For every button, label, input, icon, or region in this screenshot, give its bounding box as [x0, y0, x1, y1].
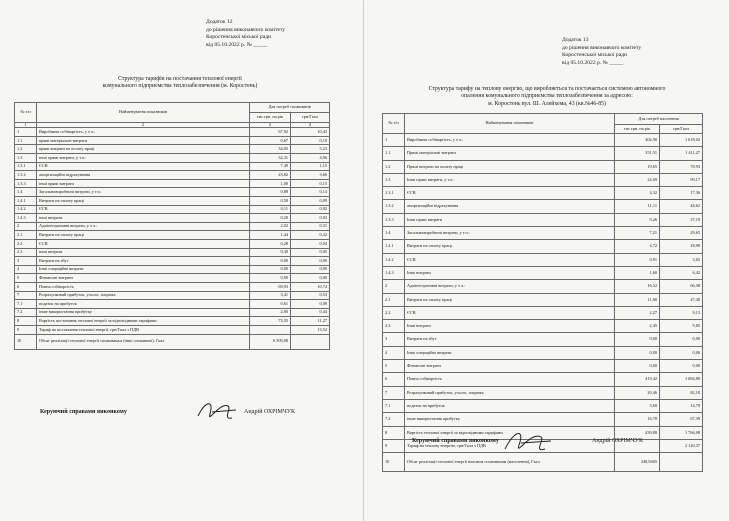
row-name: Виробнича собівартість, у т.ч.:: [37, 128, 250, 137]
row-number: 1: [383, 134, 405, 147]
table-row: [383, 399, 703, 412]
header-line: Додаток 12: [206, 19, 233, 25]
table-row: [383, 373, 703, 386]
table-row: [15, 214, 330, 223]
row-per-gcal-value: 0,00: [291, 274, 330, 283]
row-per-gcal-value: 99,17: [660, 173, 703, 186]
row-annual-value: 0,30: [250, 248, 291, 257]
row-annual-value: 73,35: [250, 317, 291, 326]
col-header-annual: тис.грн. на рік: [615, 125, 660, 134]
row-annual-value: 0,11: [250, 205, 291, 214]
table-row: [383, 240, 703, 253]
table-row: [15, 197, 330, 206]
row-name: Інші витрати: [405, 320, 615, 333]
left-table-body: [15, 128, 330, 349]
row-number: 7.1: [383, 399, 405, 412]
row-number: 1.1: [383, 147, 405, 160]
row-annual-value: 11,11: [615, 200, 660, 213]
row-name: Інші прямі витрати, у т.ч.:: [405, 173, 615, 186]
row-name: інші витрати: [37, 214, 250, 223]
row-name: інші витрати: [37, 248, 250, 257]
row-number: 1: [15, 128, 37, 137]
table-row: [15, 205, 330, 214]
row-name: ЄСВ: [37, 205, 250, 214]
index-cell: 3: [250, 123, 291, 128]
row-number: 1.3.1: [15, 162, 37, 171]
row-per-gcal-value: 0,53: [291, 291, 330, 300]
row-per-gcal-value: 0,31: [291, 222, 330, 231]
table-row: [383, 200, 703, 213]
row-annual-value: 0,67: [250, 136, 291, 145]
row-annual-value: 2,27: [615, 306, 660, 319]
row-name: прямі матеріальні витрати: [37, 136, 250, 145]
header-line: Коростенської міської ради: [206, 34, 272, 41]
row-number: 1.3: [15, 154, 37, 163]
right-signature-scribble: [499, 427, 557, 459]
title-line: м. Коростень вул. Ш. Алейхема, 43 (кв.№46-85): [488, 100, 606, 107]
row-number: 9: [15, 325, 37, 334]
row-number: 1.3.2: [383, 200, 405, 213]
row-name: Адміністративні витрати, у т.ч.:: [405, 280, 615, 293]
row-name: Прямі витрати на оплату праці: [405, 160, 615, 173]
row-annual-value: 419,42: [615, 373, 660, 386]
row-name: Витрати на збут: [405, 333, 615, 346]
row-name: Витрати на оплату праці: [37, 231, 250, 240]
signature-role-text: Керуючий справами виконкому: [412, 438, 499, 444]
row-annual-value: 0,00: [250, 257, 291, 266]
row-annual-value: 9,26: [615, 213, 660, 226]
row-name: Адміністративні витрати, у т.ч.:: [37, 222, 250, 231]
row-per-gcal-value: 1 766,98: [660, 426, 703, 439]
row-per-gcal-value: 0,44: [291, 308, 330, 317]
row-number: 7: [15, 291, 37, 300]
row-per-gcal-value: 11,27: [291, 317, 330, 326]
table-row: [383, 134, 703, 147]
row-per-gcal-value: 82,18: [660, 386, 703, 399]
row-per-gcal-value: 0,05: [291, 248, 330, 257]
left-signature-name: Андрій ОХРІМЧУК: [244, 409, 295, 415]
row-per-gcal-value: 1 684,80: [660, 373, 703, 386]
right-signature-name: Андрій ОХРІМЧУК: [592, 438, 643, 444]
row-name: Витрати на збут: [37, 257, 250, 266]
row-name: інше використання прибутку: [37, 308, 250, 317]
header-line: від 05.10.2022 р. № _____: [206, 41, 268, 48]
row-per-gcal-value: 9,13: [660, 306, 703, 319]
row-number: 6: [15, 282, 37, 291]
index-cell: 4: [291, 123, 330, 128]
col-header-num: № з/п: [383, 114, 405, 134]
signature-role-text: Керуючий справами виконкому: [40, 409, 127, 415]
row-per-gcal-value: [660, 453, 703, 472]
row-per-gcal-value: 0,15: [291, 179, 330, 188]
table-row: [383, 227, 703, 240]
row-number: 3: [15, 257, 37, 266]
table-row: [15, 300, 330, 309]
row-annual-value: 2,80: [250, 308, 291, 317]
row-annual-value: 69,93: [250, 282, 291, 291]
row-per-gcal-value: 0,10: [291, 136, 330, 145]
row-number: 1.4.1: [383, 240, 405, 253]
row-number: 2.2: [383, 306, 405, 319]
row-per-gcal-value: 14,79: [660, 399, 703, 412]
row-per-gcal-value: 29,65: [660, 227, 703, 240]
row-per-gcal-value: 0,14: [291, 188, 330, 197]
row-annual-value: 34,05: [250, 145, 291, 154]
row-name: амортизаційні відрахування: [37, 171, 250, 180]
table-row: [15, 257, 330, 266]
row-per-gcal-value: 10,74: [291, 282, 330, 291]
row-name: амортизаційні відрахування: [405, 200, 615, 213]
col-header-num: № з/п: [15, 103, 37, 123]
row-per-gcal-value: 1,15: [291, 162, 330, 171]
header-line: від 05.10.2022 р. № _____: [562, 59, 624, 66]
row-name: Інші операційні витрати: [37, 265, 250, 274]
row-annual-value: 0,91: [615, 253, 660, 266]
row-number: 1.4.2: [383, 253, 405, 266]
header-line: до рішення виконавчого комітету: [206, 26, 286, 33]
row-per-gcal-value: 10,43: [291, 128, 330, 137]
row-per-gcal-value: 0,00: [291, 265, 330, 274]
row-per-gcal-value: 44,62: [660, 200, 703, 213]
row-name: податок на прибуток: [37, 300, 250, 309]
table-row: [15, 154, 330, 163]
row-per-gcal-value: 9,85: [660, 320, 703, 333]
row-number: 6: [383, 373, 405, 386]
title-line: Структура тарифу на теплову енергію, що виробляється та постачається системою автономного: [428, 86, 666, 92]
row-number: 5: [15, 274, 37, 283]
row-number: 1.1: [15, 136, 37, 145]
row-name: Тариф на теплову енергію, грн/Гкал з ПДВ: [405, 439, 615, 452]
table-row: [15, 282, 330, 291]
row-annual-value: 6 509,08: [250, 334, 291, 349]
row-number: 1.4: [383, 227, 405, 240]
row-annual-value: 2,45: [615, 320, 660, 333]
table-row: [15, 308, 330, 317]
row-name: ЄСВ: [37, 240, 250, 249]
col-header-name: Найменування показників: [37, 103, 250, 123]
row-number: 9: [383, 439, 405, 452]
row-name: Загальновиробничі витрати, у т.ч.:: [37, 188, 250, 197]
row-name: Виробнича собівартість, у т.ч.:: [405, 134, 615, 147]
row-per-gcal-value: 37,19: [660, 213, 703, 226]
table-row: [15, 162, 330, 171]
col-header-name: Найменування показників: [405, 114, 615, 134]
table-row: [383, 346, 703, 359]
table-row: [15, 334, 330, 349]
row-number: 8: [15, 317, 37, 326]
col-header-per-gcal: грн/Гкал: [291, 113, 330, 123]
table-row: [383, 187, 703, 200]
left-page: [0, 0, 363, 521]
title-line: опалення комунального підприємства теплозабезпечення за адресою:: [461, 93, 633, 100]
table-row: [15, 317, 330, 326]
index-cell: 2: [37, 123, 250, 128]
row-annual-value: 2,02: [250, 222, 291, 231]
row-name: Розрахунковий прибуток, усього, зокрема:: [37, 291, 250, 300]
row-annual-value: 1,00: [250, 179, 291, 188]
row-name: Вартість теплової енергії за відповідними тарифами: [405, 426, 615, 439]
row-per-gcal-value: 0,09: [291, 197, 330, 206]
row-annual-value: 23,82: [250, 171, 291, 180]
row-name: Загальновиробничі витрати, у т.ч.:: [405, 227, 615, 240]
row-annual-value: 4,72: [615, 240, 660, 253]
table-row: [383, 173, 703, 186]
row-number: 1.3.2: [15, 171, 37, 180]
row-name: інші прямі витрати, у т.ч.:: [37, 154, 250, 163]
right-appendix-header: [562, 37, 641, 67]
index-cell: 1: [15, 123, 37, 128]
row-number: 2.1: [15, 231, 37, 240]
row-per-gcal-value: [291, 334, 330, 349]
table-row: [383, 413, 703, 426]
right-page: [364, 0, 729, 521]
row-name: Обсяг реалізації теплової енергії споживачам (інші споживачі), Гкал: [37, 334, 250, 349]
row-per-gcal-value: 47,40: [660, 293, 703, 306]
row-number: 10: [15, 334, 37, 349]
row-number: 2.3: [15, 248, 37, 257]
row-number: 2: [383, 280, 405, 293]
table-row: [15, 291, 330, 300]
table-row: [383, 360, 703, 373]
row-name: податок на прибуток: [405, 399, 615, 412]
header-line: Коростенської міської ради: [562, 52, 628, 59]
row-per-gcal-value: 0,04: [291, 240, 330, 249]
row-name: ЄСВ: [405, 187, 615, 200]
row-annual-value: 0,00: [615, 360, 660, 373]
right-tariff-table: [382, 113, 703, 472]
table-row: [15, 188, 330, 197]
row-name: Розрахунковий прибуток, усього, зокрема:: [405, 386, 615, 399]
right-table-body: [383, 134, 703, 472]
row-annual-value: 0,28: [250, 240, 291, 249]
row-annual-value: 19,65: [615, 160, 660, 173]
table-row: [15, 274, 330, 283]
row-annual-value: 32,31: [250, 154, 291, 163]
right-title: [372, 86, 722, 108]
row-number: 1.4.2: [15, 205, 37, 214]
row-annual-value: 248,9465: [615, 453, 660, 472]
table-row: [383, 266, 703, 279]
row-annual-value: 0,00: [250, 265, 291, 274]
row-annual-value: 0,00: [250, 274, 291, 283]
row-name: Тариф на постачання теплової енергії, грн/Гкал з ПДВ: [37, 325, 250, 334]
title-line: Структура тарифів на постачання теплової енергії: [118, 76, 242, 82]
row-per-gcal-value: 78,93: [660, 160, 703, 173]
table-row: [383, 213, 703, 226]
row-annual-value: 4,32: [615, 187, 660, 200]
row-per-gcal-value: 4,96: [291, 154, 330, 163]
table-row: [15, 145, 330, 154]
row-annual-value: 0,00: [615, 346, 660, 359]
row-annual-value: 16,78: [615, 413, 660, 426]
row-number: 2.3: [383, 320, 405, 333]
row-number: 1.2: [383, 160, 405, 173]
row-number: 1.3.1: [383, 187, 405, 200]
row-number: 4: [15, 265, 37, 274]
table-row: [383, 386, 703, 399]
table-row: [383, 280, 703, 293]
table-row: [383, 333, 703, 346]
row-per-gcal-value: 0,00: [291, 257, 330, 266]
row-per-gcal-value: 0,03: [291, 214, 330, 223]
row-per-gcal-value: 0,22: [291, 231, 330, 240]
table-row: [15, 240, 330, 249]
table-row: [15, 231, 330, 240]
row-per-gcal-value: 18,98: [660, 240, 703, 253]
row-name: Фінансові витрати: [37, 274, 250, 283]
row-number: 2.2: [15, 240, 37, 249]
row-name: інше використання прибутку: [405, 413, 615, 426]
row-number: 3: [383, 333, 405, 346]
table-row: [15, 171, 330, 180]
row-name: ЄСВ: [405, 306, 615, 319]
col-header-per-gcal: грн/Гкал: [660, 125, 703, 134]
title-line: комунального підприємства теплозабезпечення (м. Коростень): [102, 83, 258, 90]
row-number: 1.3.3: [15, 179, 37, 188]
row-annual-value: 439,88: [615, 426, 660, 439]
header-line: Додаток 13: [562, 37, 589, 43]
row-name: Повна собівартість: [405, 373, 615, 386]
col-header-annual: тис.грн. на рік: [250, 113, 291, 123]
left-tariff-table: [14, 102, 330, 350]
row-per-gcal-value: 0,02: [291, 205, 330, 214]
row-per-gcal-value: 13,52: [291, 325, 330, 334]
row-number: 2: [15, 222, 37, 231]
row-per-gcal-value: 0,00: [660, 333, 703, 346]
table-row: [15, 265, 330, 274]
row-number: 10: [383, 453, 405, 472]
row-annual-value: 7,21: [615, 227, 660, 240]
row-annual-value: 3,68: [615, 399, 660, 412]
row-number: 7.2: [383, 413, 405, 426]
row-number: 1.4.3: [383, 266, 405, 279]
row-per-gcal-value: 2 120,37: [660, 439, 703, 452]
row-name: ЄСВ: [405, 253, 615, 266]
row-annual-value: 402,90: [615, 134, 660, 147]
row-annual-value: 16,52: [615, 280, 660, 293]
table-row: [15, 136, 330, 145]
row-annual-value: 24,69: [615, 173, 660, 186]
table-row: [15, 325, 330, 334]
row-per-gcal-value: 6,42: [660, 266, 703, 279]
row-per-gcal-value: 67,39: [660, 413, 703, 426]
row-number: 7.1: [15, 300, 37, 309]
row-number: 1.4: [15, 188, 37, 197]
col-header-group: Для потреб споживачів: [250, 103, 330, 113]
row-name: Інші операційні витрати: [405, 346, 615, 359]
left-signature-scribble: [192, 398, 242, 426]
row-per-gcal-value: 3,65: [660, 253, 703, 266]
row-per-gcal-value: 0,00: [660, 360, 703, 373]
table-row: [383, 293, 703, 306]
row-annual-value: 11,80: [615, 293, 660, 306]
right-signature-role: [412, 438, 499, 444]
row-number: 5: [383, 360, 405, 373]
row-annual-value: 20,46: [615, 386, 660, 399]
row-annual-value: 7,49: [250, 162, 291, 171]
table-row: [15, 222, 330, 231]
row-annual-value: 3,41: [250, 291, 291, 300]
row-annual-value: 0,61: [250, 300, 291, 309]
row-number: 2.1: [383, 293, 405, 306]
row-annual-value: 0,00: [615, 333, 660, 346]
left-signature-role: [40, 409, 127, 415]
row-annual-value: 1,44: [250, 231, 291, 240]
col-header-group: Для потреб населення: [615, 114, 703, 125]
row-annual-value: 0,20: [250, 214, 291, 223]
table-row: [383, 147, 703, 160]
table-row: [383, 306, 703, 319]
row-number: 1.2: [15, 145, 37, 154]
row-name: інші прямі витрати: [37, 179, 250, 188]
table-row: [383, 253, 703, 266]
row-name: Вартість постачання теплової енергії за відповідними тарифами: [37, 317, 250, 326]
row-per-gcal-value: 1 411,27: [660, 147, 703, 160]
row-name: Витрати на оплату праці: [37, 197, 250, 206]
table-row: [15, 128, 330, 137]
row-number: 1.4.3: [15, 214, 37, 223]
table-row: [15, 179, 330, 188]
row-number: 7.2: [15, 308, 37, 317]
row-per-gcal-value: 5,23: [291, 145, 330, 154]
row-number: 8: [383, 426, 405, 439]
row-name: Інші прямі витрати: [405, 213, 615, 226]
row-number: 7: [383, 386, 405, 399]
left-appendix-header: [206, 19, 285, 49]
row-annual-value: 67,92: [250, 128, 291, 137]
row-name: Обсяг реалізації теплової енергії власним споживачам (населення), Гкал: [405, 453, 615, 472]
row-number: 1.4.1: [15, 197, 37, 206]
header-line: до рішення виконавчого комітету: [562, 44, 642, 51]
table-row: [383, 160, 703, 173]
row-per-gcal-value: 66,38: [660, 280, 703, 293]
row-number: 1.3.3: [383, 213, 405, 226]
table-row: [15, 248, 330, 257]
row-per-gcal-value: 0,00: [660, 346, 703, 359]
row-name: Прямі матеріальні витрати: [405, 147, 615, 160]
row-name: прямі витрати на оплату праці: [37, 145, 250, 154]
row-per-gcal-value: 0,09: [291, 300, 330, 309]
row-annual-value: [250, 325, 291, 334]
row-name: Фінансові витрати: [405, 360, 615, 373]
table-row: [383, 320, 703, 333]
row-number: 4: [383, 346, 405, 359]
row-number: 1.3: [383, 173, 405, 186]
left-title: [30, 76, 330, 91]
row-annual-value: 0,58: [250, 197, 291, 206]
row-per-gcal-value: 3,66: [291, 171, 330, 180]
row-name: Витрати на оплату праці: [405, 293, 615, 306]
row-name: Витрати на оплату праці: [405, 240, 615, 253]
row-annual-value: 0,88: [250, 188, 291, 197]
row-name: Повна собівартість: [37, 282, 250, 291]
row-name: ЄСВ: [37, 162, 250, 171]
row-annual-value: 351,31: [615, 147, 660, 160]
row-name: Інші витрати: [405, 266, 615, 279]
row-per-gcal-value: 1 618,02: [660, 134, 703, 147]
row-per-gcal-value: 17,36: [660, 187, 703, 200]
row-annual-value: 1,60: [615, 266, 660, 279]
